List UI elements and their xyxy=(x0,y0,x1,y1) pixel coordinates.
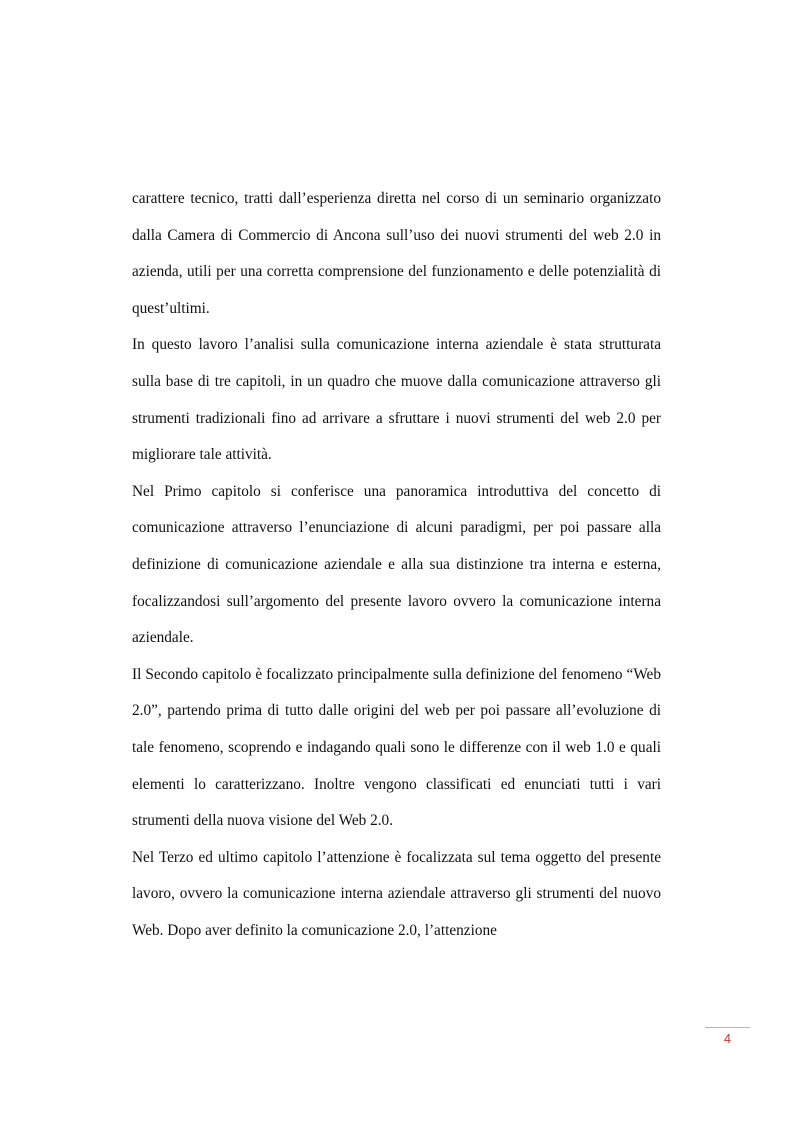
body-text xyxy=(132,181,661,949)
paragraph-chapter-two: Il Secondo capitolo è focalizzato principalmente sulla definizione del fenomeno “Web 2.0”, partendo prima di tutto dalle origini del web per poi passare all’evoluzione di tale fenomeno, scoprendo e indagando quali sono le differenze con il web 1.0 e quali elementi lo caratterizzano. Inoltre vengono classificati ed enunciati tutti i vari strumenti della nuova visione del Web 2.0. xyxy=(132,665,661,830)
paragraph-intro-continuation: carattere tecnico, tratti dall’esperienza diretta nel corso di un seminario organizzato dalla Camera di Commercio di Ancona sull’uso dei nuovi strumenti del web 2.0 in azienda, utili per una corretta comprensione del funzionamento e delle potenzialità di quest’ultimi. xyxy=(132,190,661,317)
page-number: 4 xyxy=(723,1031,732,1046)
paragraph-structure-overview: In questo lavoro l’analisi sulla comunicazione interna aziendale è stata strutturata sulla base di tre capitoli, in un quadro che muove dalla comunicazione attraverso gli strumenti tradizionali fino ad arrivare a sfruttare i nuovi strumenti del web 2.0 per migliorare tale attività. xyxy=(132,336,661,464)
paragraph-chapter-three: Nel Terzo ed ultimo capitolo l’attenzione è focalizzata sul tema oggetto del presente lavoro, ovvero la comunicazione interna aziendale attraverso gli strumenti del nuovo Web. Dopo aver definito la comunicazione 2.0, l’attenzione xyxy=(132,848,661,939)
paragraph-chapter-one: Nel Primo capitolo si conferisce una panoramica introduttiva del concetto di comunicazione attraverso l’enunciazione di alcuni paradigmi, per poi passare alla definizione di comunicazione aziendale e alla sua distinzione tra interna e esterna, focalizzandosi sull’argomento del presente lavoro ovvero la comunicazione interna aziendale. xyxy=(132,482,661,647)
footer-divider xyxy=(705,1027,750,1028)
